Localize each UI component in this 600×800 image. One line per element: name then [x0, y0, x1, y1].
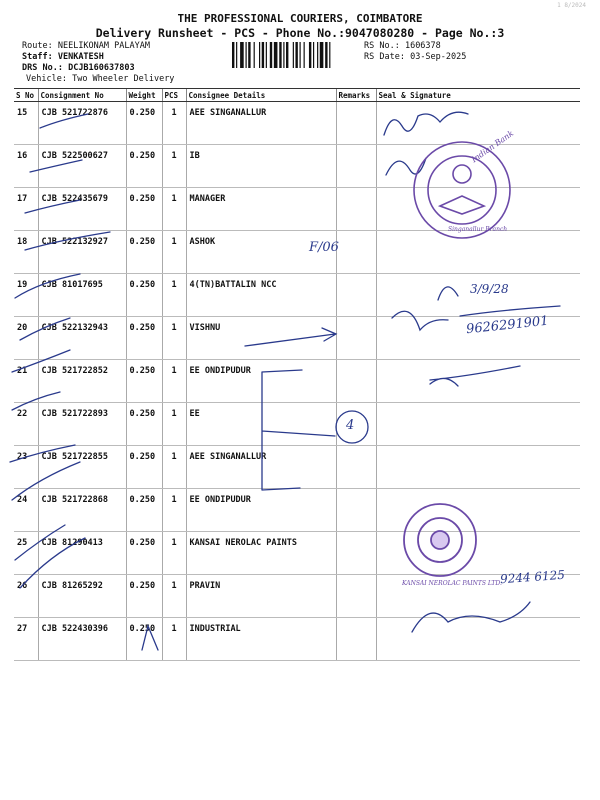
rs-no-label: RS No.:	[364, 41, 400, 51]
phone-20: 9626291901	[465, 313, 550, 338]
cell-consignee: PRAVIN	[186, 575, 336, 618]
cell-weight: 0.250	[126, 145, 162, 188]
table-row	[14, 188, 580, 231]
col-weight: Weight	[126, 89, 162, 102]
cell-pcs: 1	[162, 446, 186, 489]
cell-pcs: 1	[162, 618, 186, 661]
col-consignee: Consignee Details	[186, 89, 336, 102]
table-row	[14, 618, 580, 661]
cell-pcs: 1	[162, 317, 186, 360]
rs-date-label: RS Date:	[364, 52, 405, 62]
cell-pcs: 1	[162, 231, 186, 274]
cell-consignee: 4(TN)BATTALIN NCC	[186, 274, 336, 317]
cell-consignment: CJB 522435679	[38, 188, 126, 231]
table-row	[14, 231, 580, 274]
circled-count-text: 4	[346, 418, 355, 433]
cell-seal	[376, 618, 580, 661]
cell-pcs: 1	[162, 360, 186, 403]
cell-sno: 19	[14, 274, 38, 317]
cell-consignment: CJB 521722893	[38, 403, 126, 446]
route-line	[22, 41, 150, 51]
cell-weight: 0.250	[126, 446, 162, 489]
vehicle-line	[26, 74, 174, 84]
cell-consignee: IB	[186, 145, 336, 188]
drs-line	[22, 63, 135, 73]
cell-pcs: 1	[162, 274, 186, 317]
cell-weight: 0.250	[126, 102, 162, 145]
phone-26: 9244 6125	[499, 567, 566, 587]
bank-stamp-name: Indian Bank	[469, 128, 516, 165]
staff-label: Staff:	[22, 52, 53, 62]
table-row	[14, 360, 580, 403]
cell-sno: 24	[14, 489, 38, 532]
cell-seal	[376, 231, 580, 274]
table-row	[14, 489, 580, 532]
cell-pcs: 1	[162, 403, 186, 446]
col-remarks: Remarks	[336, 89, 376, 102]
col-consignment: Consignment No	[38, 89, 126, 102]
table-header-row	[14, 89, 580, 102]
cell-seal	[376, 446, 580, 489]
cell-consignee: VISHNU	[186, 317, 336, 360]
cell-consignee: INDUSTRIAL	[186, 618, 336, 661]
cell-sno: 27	[14, 618, 38, 661]
cell-weight: 0.250	[126, 489, 162, 532]
cell-sno: 22	[14, 403, 38, 446]
cell-consignment: CJB 522500627	[38, 145, 126, 188]
cell-consignment: CJB 521722855	[38, 446, 126, 489]
cell-remarks	[336, 188, 376, 231]
cell-sno: 21	[14, 360, 38, 403]
staff-line	[22, 52, 104, 62]
col-pcs: PCS	[162, 89, 186, 102]
cell-remarks	[336, 102, 376, 145]
cell-weight: 0.250	[126, 618, 162, 661]
cell-consignment: CJB 522132943	[38, 317, 126, 360]
route-value: NEELIKONAM PALAYAM	[57, 41, 150, 51]
company-title: THE PROFESSIONAL COURIERS, COIMBATORE	[177, 12, 423, 25]
vehicle-value: Two Wheeler Delivery	[72, 74, 175, 84]
cell-sno: 16	[14, 145, 38, 188]
cell-pcs: 1	[162, 145, 186, 188]
cell-sno: 25	[14, 532, 38, 575]
signature-19-date: 3/9/28	[470, 282, 509, 296]
cell-pcs: 1	[162, 575, 186, 618]
col-seal: Seal & Signature	[376, 89, 580, 102]
sheet-title: Delivery Runsheet - PCS - Phone No.:9047080280 - Page No.:3	[95, 26, 505, 40]
rs-date-line	[364, 52, 466, 62]
cell-sno: 18	[14, 231, 38, 274]
cell-consignment: CJB 81017695	[38, 274, 126, 317]
rs-no-value: 1606378	[404, 41, 441, 51]
cell-remarks	[336, 231, 376, 274]
cell-remarks	[336, 317, 376, 360]
cell-pcs: 1	[162, 102, 186, 145]
barcode	[232, 42, 360, 68]
cell-remarks	[336, 575, 376, 618]
cell-weight: 0.250	[126, 403, 162, 446]
remark-18: F/06	[309, 240, 339, 255]
cell-weight: 0.250	[126, 274, 162, 317]
cell-remarks	[336, 446, 376, 489]
cell-remarks	[336, 489, 376, 532]
cell-remarks	[336, 403, 376, 446]
table-row	[14, 403, 580, 446]
cell-pcs: 1	[162, 489, 186, 532]
cell-seal	[376, 102, 580, 145]
cell-consignee: AEE SINGANALLUR	[186, 102, 336, 145]
cell-remarks	[336, 145, 376, 188]
cell-sno: 17	[14, 188, 38, 231]
cell-pcs: 1	[162, 532, 186, 575]
cell-consignee: ASHOK	[186, 231, 336, 274]
rs-no-line	[364, 41, 441, 51]
cell-remarks	[336, 618, 376, 661]
cell-consignee: MANAGER	[186, 188, 336, 231]
cell-remarks	[336, 532, 376, 575]
drs-label: DRS No.:	[22, 63, 63, 73]
cell-remarks	[336, 360, 376, 403]
cell-consignment: CJB 81290413	[38, 532, 126, 575]
table-row	[14, 532, 580, 575]
cell-consignment: CJB 522132927	[38, 231, 126, 274]
cell-consignee: EE	[186, 403, 336, 446]
corner-mark: 1 8/2024	[557, 2, 586, 9]
cell-consignment: CJB 521722868	[38, 489, 126, 532]
cell-seal	[376, 403, 580, 446]
company-stamp-name: KANSAI NEROLAC PAINTS LTD.	[402, 580, 502, 587]
cell-weight: 0.250	[126, 532, 162, 575]
cell-consignment: CJB 522430396	[38, 618, 126, 661]
cell-weight: 0.250	[126, 575, 162, 618]
cell-remarks	[336, 274, 376, 317]
cell-consignment: CJB 81265292	[38, 575, 126, 618]
cell-sno: 26	[14, 575, 38, 618]
cell-weight: 0.250	[126, 317, 162, 360]
cell-sno: 23	[14, 446, 38, 489]
cell-seal	[376, 360, 580, 403]
bank-stamp-branch: Singanallur Branch	[448, 226, 508, 233]
cell-consignee: EE ONDIPUDUR	[186, 360, 336, 403]
cell-sno: 15	[14, 102, 38, 145]
cell-consignment: CJB 521722876	[38, 102, 126, 145]
route-label: Route:	[22, 41, 53, 51]
cell-consignee: AEE SINGANALLUR	[186, 446, 336, 489]
cell-weight: 0.250	[126, 360, 162, 403]
table-row	[14, 446, 580, 489]
cell-seal	[376, 188, 580, 231]
table-row	[14, 145, 580, 188]
cell-weight: 0.250	[126, 188, 162, 231]
vehicle-label: Vehicle:	[26, 74, 67, 84]
cell-sno: 20	[14, 317, 38, 360]
cell-consignee: EE ONDIPUDUR	[186, 489, 336, 532]
staff-value: VENKATESH	[57, 52, 104, 62]
rs-date-value: 03-Sep-2025	[410, 52, 467, 62]
cell-consignment: CJB 521722852	[38, 360, 126, 403]
cell-weight: 0.250	[126, 231, 162, 274]
drs-value: DCJB160637803	[68, 63, 135, 73]
runsheet-table	[14, 88, 580, 661]
col-sno: S No	[14, 89, 38, 102]
cell-consignee: KANSAI NEROLAC PAINTS	[186, 532, 336, 575]
cell-seal	[376, 489, 580, 532]
cell-pcs: 1	[162, 188, 186, 231]
